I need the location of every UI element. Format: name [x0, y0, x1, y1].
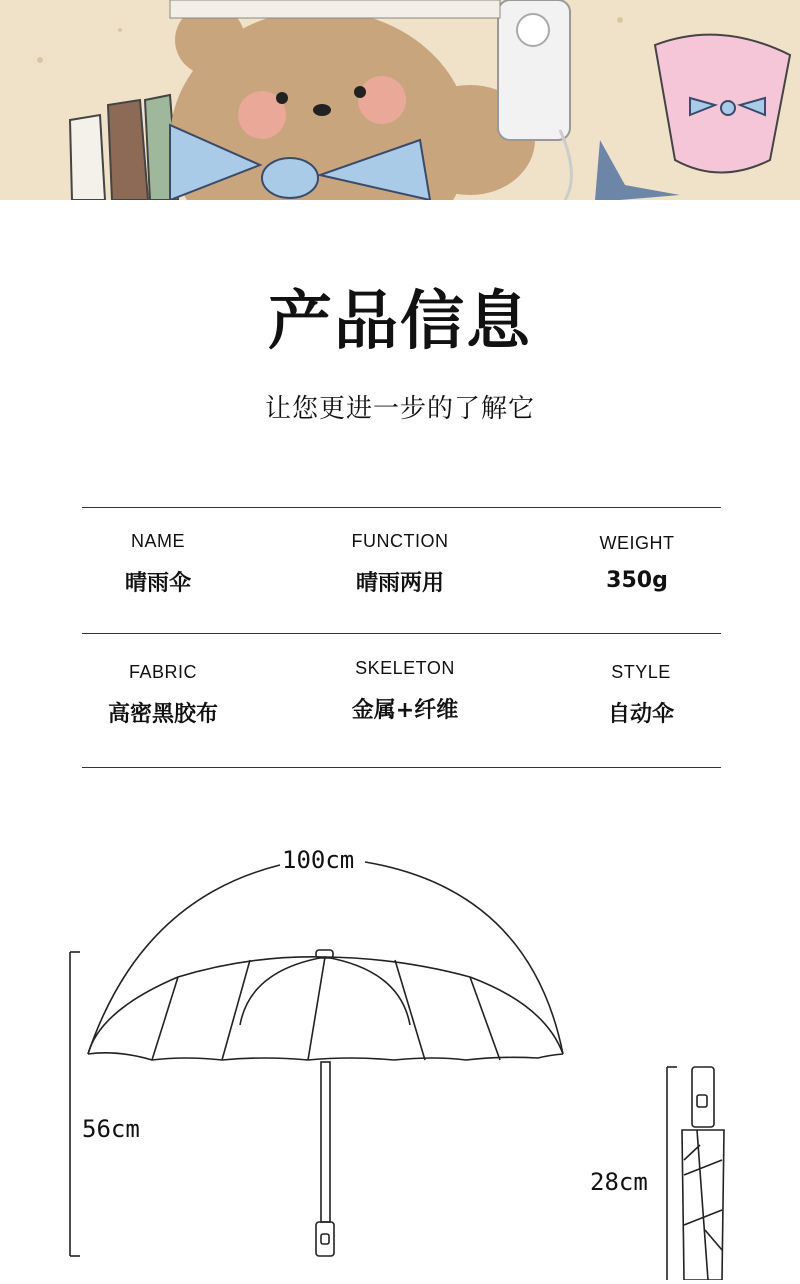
- spec-label: STYLE: [611, 662, 671, 682]
- banner-illustration: [0, 0, 800, 200]
- spec-skeleton: [285, 658, 525, 724]
- spec-weight: [517, 533, 757, 593]
- spec-value: 晴雨伞: [124, 571, 191, 596]
- diameter-arc-left: [88, 865, 280, 1054]
- spec-label: FUNCTION: [351, 531, 449, 551]
- open-height-bracket: [70, 952, 80, 1256]
- spec-label: SKELETON: [355, 658, 455, 678]
- divider-top: [82, 507, 721, 508]
- umbrella-open-icon: [88, 950, 563, 1256]
- divider-middle: [82, 633, 721, 634]
- spec-fabric: [43, 662, 283, 728]
- spec-label: NAME: [130, 531, 185, 551]
- diameter-label: 100cm: [282, 846, 355, 874]
- spec-value: 高密黑胶布: [107, 702, 218, 727]
- spec-label: WEIGHT: [599, 533, 675, 553]
- spec-label: FABRIC: [128, 662, 197, 682]
- dimension-diagram: [0, 820, 800, 1280]
- bear-illustration: [0, 0, 800, 200]
- spec-function: [280, 531, 520, 597]
- spec-value: 350g: [606, 568, 668, 593]
- page-title: 产品信息: [268, 285, 532, 359]
- umbrella-diagram: [0, 820, 800, 1280]
- spec-value: 晴雨两用: [355, 571, 444, 596]
- diameter-arc-right: [365, 862, 563, 1054]
- spec-style: [521, 662, 761, 728]
- folded-length-label: 28cm: [590, 1168, 648, 1196]
- divider-bottom: [82, 767, 721, 768]
- spec-value: 金属+纤维: [351, 698, 459, 723]
- umbrella-folded-icon: [682, 1067, 724, 1280]
- folded-length-bracket: [667, 1067, 677, 1280]
- teacup-icon: [655, 35, 790, 173]
- spec-name: [38, 531, 278, 597]
- open-height-label: 56cm: [82, 1115, 140, 1143]
- spec-value: 自动伞: [607, 702, 674, 727]
- page-subtitle: 让您更进一步的了解它: [264, 394, 535, 424]
